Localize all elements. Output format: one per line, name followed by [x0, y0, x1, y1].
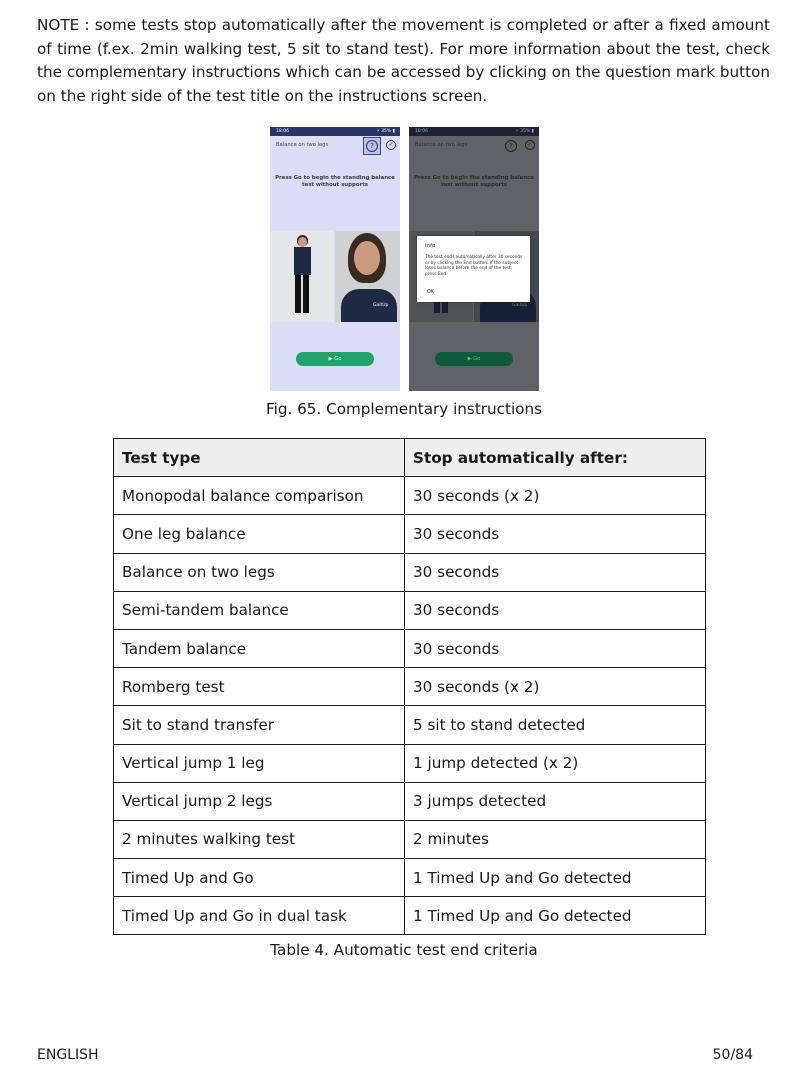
dialog-ok-button[interactable]: OK: [427, 290, 434, 295]
table-row: [114, 706, 706, 744]
stop-criteria-cell: 5 sit to stand detected: [405, 706, 706, 744]
table-row: [114, 515, 706, 553]
info-dialog: [417, 236, 530, 302]
stop-criteria-cell: 30 seconds: [405, 591, 706, 629]
status-time: 18:06: [276, 129, 289, 134]
test-type-cell: Romberg test: [114, 668, 405, 706]
table-row: [114, 820, 706, 858]
table-row: [114, 744, 706, 782]
note-paragraph: NOTE : some tests stop automatically after the movement is completed or after a fixed amount of time (f.ex. 2min walking test, 5 sit to stand test). For more information about the test, check the complementary instructions which can be accessed by clicking on the question mark button on the right side of the test title on the instructions screen.: [37, 16, 770, 105]
test-type-cell: One leg balance: [114, 515, 405, 553]
status-bar: [270, 127, 400, 136]
portrait-photo: [335, 231, 400, 322]
stop-criteria-cell: 30 seconds (x 2): [405, 668, 706, 706]
stop-criteria-cell: 30 seconds: [405, 629, 706, 667]
header-stop-after: Stop automatically after:: [405, 439, 706, 477]
table-row: [114, 897, 706, 935]
table-row: [114, 668, 706, 706]
check-icon[interactable]: ✓: [525, 140, 535, 150]
stop-criteria-cell: 30 seconds (x 2): [405, 477, 706, 515]
screenshot-info-dialog: [409, 127, 539, 391]
test-type-cell: Vertical jump 1 leg: [114, 744, 405, 782]
table-row: [114, 591, 706, 629]
table-header-row: [114, 439, 706, 477]
status-bar: [409, 127, 539, 136]
instruction-text: Press Go to begin the standing balance test without supports: [414, 175, 534, 188]
full-body-photo: [270, 231, 334, 322]
go-button[interactable]: ▶ Go: [435, 352, 513, 366]
question-mark-icon[interactable]: ?: [366, 140, 378, 152]
check-icon[interactable]: ✓: [386, 140, 396, 150]
test-type-cell: Tandem balance: [114, 629, 405, 667]
test-type-cell: Semi-tandem balance: [114, 591, 405, 629]
table-row: [114, 629, 706, 667]
footer-page-number: 50/84: [712, 1047, 753, 1063]
test-type-cell: Monopodal balance comparison: [114, 477, 405, 515]
brand-logo: GaitUp: [373, 303, 389, 308]
stop-criteria-cell: 30 seconds: [405, 553, 706, 591]
header-test-type: Test type: [114, 439, 405, 477]
status-icons: ⚡ 35% ▮: [376, 129, 395, 134]
stop-criteria-cell: 30 seconds: [405, 515, 706, 553]
dialog-title: Info: [425, 243, 436, 249]
table-row: [114, 477, 706, 515]
test-type-cell: Timed Up and Go: [114, 859, 405, 897]
status-time: 18:06: [415, 129, 428, 134]
dialog-body: The test ends automatically after 30 seconds or by clicking the End button. If the subject loses balance before the end of the test, press End.: [425, 255, 523, 277]
test-title: Balance on two legs: [415, 142, 468, 148]
figure-caption: Fig. 65. Complementary instructions: [265, 400, 543, 418]
stop-criteria-cell: 2 minutes: [405, 820, 706, 858]
table-row: [114, 782, 706, 820]
instruction-text: Press Go to begin the standing balance test without supports: [275, 175, 395, 188]
stop-criteria-cell: 1 Timed Up and Go detected: [405, 859, 706, 897]
stop-criteria-cell: 1 Timed Up and Go detected: [405, 897, 706, 935]
footer-language: ENGLISH: [37, 1047, 99, 1063]
test-title: Balance on two legs: [276, 142, 329, 148]
table-row: [114, 859, 706, 897]
brand-logo: GaitUp: [512, 303, 528, 308]
test-type-cell: 2 minutes walking test: [114, 820, 405, 858]
stop-criteria-cell: 1 jump detected (x 2): [405, 744, 706, 782]
table-caption: Table 4. Automatic test end criteria: [270, 941, 538, 959]
test-type-cell: Balance on two legs: [114, 553, 405, 591]
criteria-table: [113, 438, 706, 935]
status-icons: ⚡ 35% ▮: [515, 129, 534, 134]
stop-criteria-cell: 3 jumps detected: [405, 782, 706, 820]
test-type-cell: Sit to stand transfer: [114, 706, 405, 744]
go-button[interactable]: ▶ Go: [296, 352, 374, 366]
table-row: [114, 553, 706, 591]
test-type-cell: Timed Up and Go in dual task: [114, 897, 405, 935]
question-mark-icon[interactable]: ?: [505, 140, 517, 152]
test-type-cell: Vertical jump 2 legs: [114, 782, 405, 820]
screenshot-instructions: [270, 127, 400, 391]
